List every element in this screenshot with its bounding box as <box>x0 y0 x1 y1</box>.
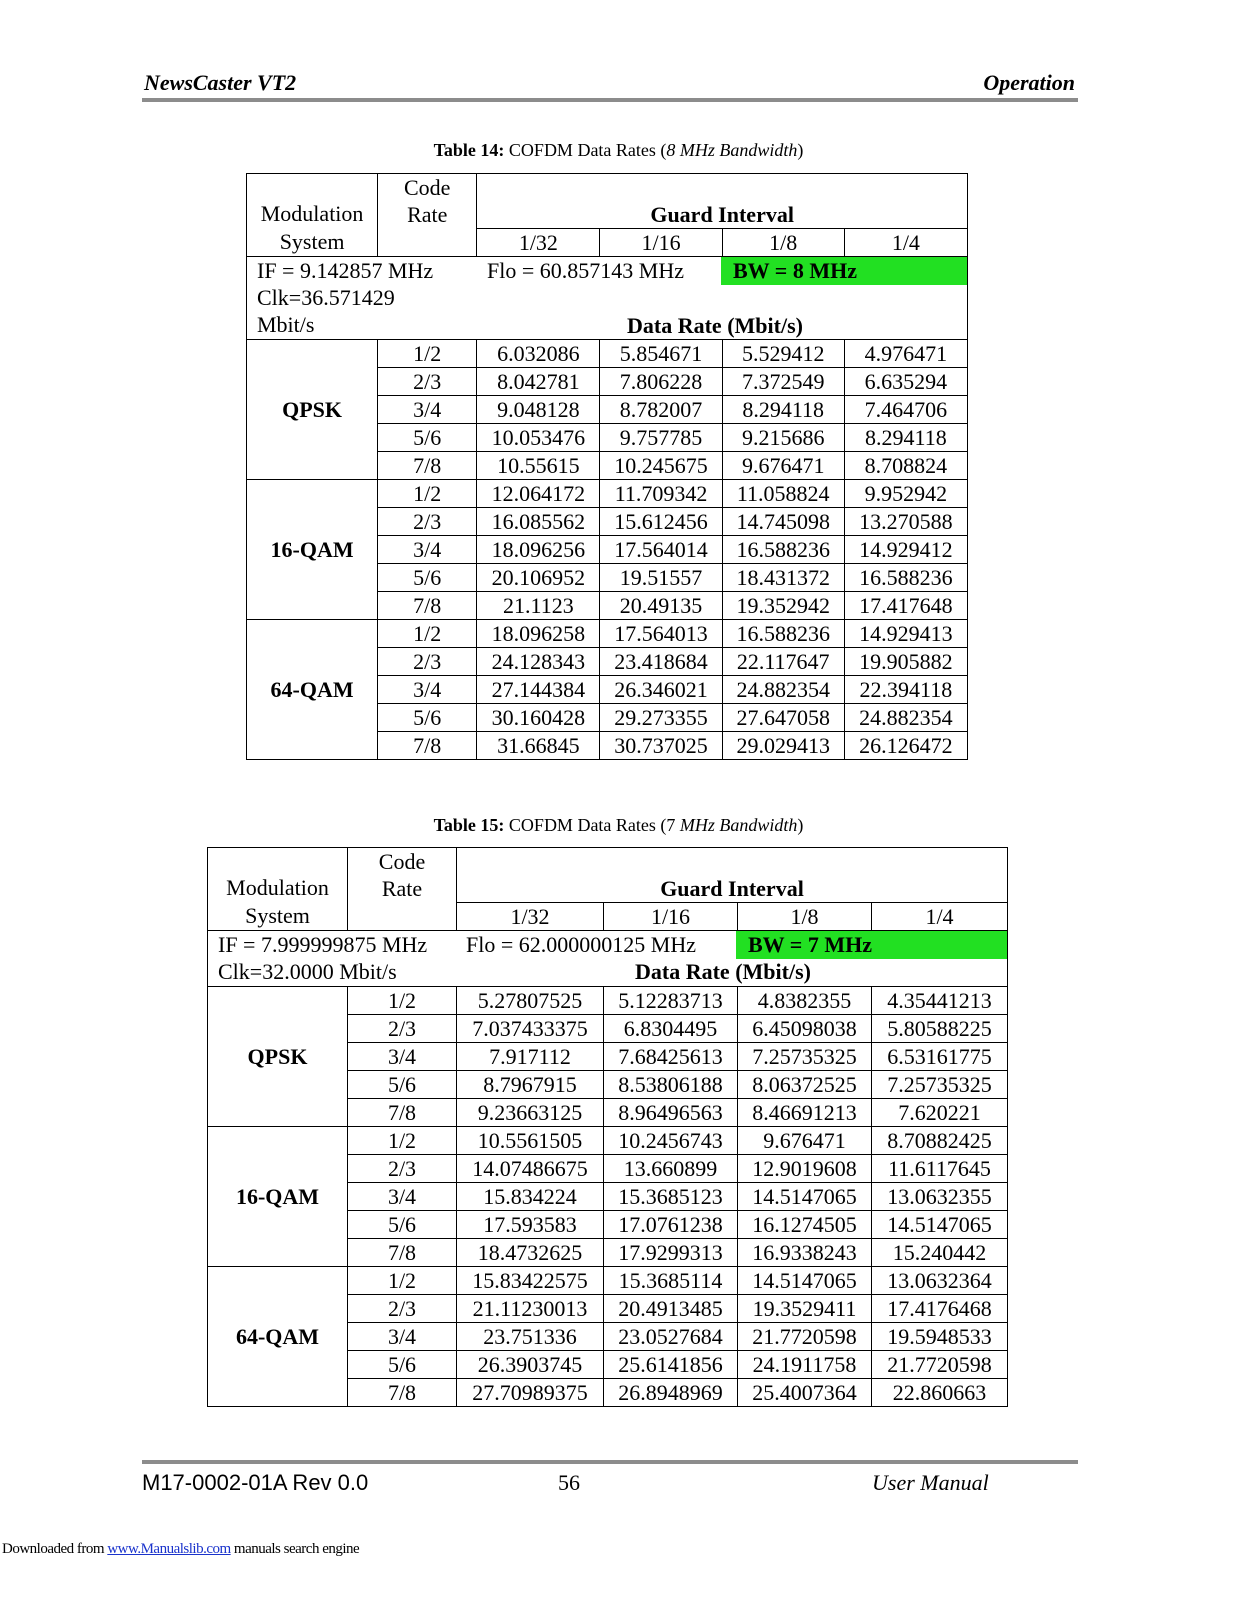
modulation-name: QPSK <box>247 340 378 480</box>
code-rate-cell: 3/4 <box>378 676 477 704</box>
data-rate-cell: 21.7720598 <box>872 1351 1008 1379</box>
data-rate-cell: 8.96496563 <box>604 1099 738 1127</box>
data-rate-cell: 15.3685123 <box>604 1183 738 1211</box>
data-rate-cell: 9.757785 <box>600 424 722 452</box>
data-rate-cell: 17.4176468 <box>872 1295 1008 1323</box>
data-rate-cell: 4.976471 <box>844 340 967 368</box>
table-row <box>247 480 968 508</box>
data-rate-cell: 21.7720598 <box>738 1323 872 1351</box>
table-row <box>208 1267 1008 1295</box>
data-rate-cell: 8.782007 <box>600 396 722 424</box>
data-rate-cell: 23.751336 <box>457 1323 604 1351</box>
document-type: User Manual <box>872 1470 989 1495</box>
data-rate-cell: 7.372549 <box>722 368 844 396</box>
data-rate-cell: 10.053476 <box>477 424 600 452</box>
data-rate-cell: 24.882354 <box>844 704 967 732</box>
data-rate-cell: 12.9019608 <box>738 1155 872 1183</box>
data-rate-cell: 30.737025 <box>600 732 722 760</box>
data-rate-title: Data Rate (Mbit/s) <box>627 313 803 338</box>
data-rate-cell: 5.27807525 <box>457 987 604 1015</box>
data-rate-cell: 7.806228 <box>600 368 722 396</box>
document-id: M17-0002-01A Rev 0.0 <box>142 1470 369 1495</box>
data-rate-cell: 26.346021 <box>600 676 722 704</box>
data-rate-cell: 14.5147065 <box>738 1183 872 1211</box>
data-rate-cell: 16.1274505 <box>738 1211 872 1239</box>
data-rate-cell: 17.564013 <box>600 620 722 648</box>
data-rate-cell: 17.564014 <box>600 536 722 564</box>
data-rate-cell: 21.11230013 <box>457 1295 604 1323</box>
data-rate-cell: 5.80588225 <box>872 1015 1008 1043</box>
data-rate-cell: 5.854671 <box>600 340 722 368</box>
data-rate-cell: 15.3685114 <box>604 1267 738 1295</box>
data-rate-cell: 19.5948533 <box>872 1323 1008 1351</box>
data-rate-cell: 4.8382355 <box>738 987 872 1015</box>
code-rate-cell: 5/6 <box>378 424 477 452</box>
data-rate-cell: 12.064172 <box>477 480 600 508</box>
data-rate-cell: 7.917112 <box>457 1043 604 1071</box>
data-rate-cell: 19.3529411 <box>738 1295 872 1323</box>
code-rate-cell: 5/6 <box>348 1071 457 1099</box>
data-rate-cell: 15.240442 <box>872 1239 1008 1267</box>
data-rate-cell: 9.215686 <box>722 424 844 452</box>
data-rate-cell: 10.5561505 <box>457 1127 604 1155</box>
interval-header: 1/32 <box>457 903 604 931</box>
data-rate-cell: 11.058824 <box>722 480 844 508</box>
data-rate-cell: 7.25735325 <box>738 1043 872 1071</box>
data-rate-cell: 24.128343 <box>477 648 600 676</box>
data-rate-cell: 20.4913485 <box>604 1295 738 1323</box>
data-rate-cell: 6.45098038 <box>738 1015 872 1043</box>
if-frequency: IF = 9.142857 MHz <box>257 258 434 283</box>
data-rate-cell: 6.8304495 <box>604 1015 738 1043</box>
data-rate-cell: 25.4007364 <box>738 1379 872 1407</box>
data-rate-cell: 9.048128 <box>477 396 600 424</box>
data-rate-cell: 16.9338243 <box>738 1239 872 1267</box>
clock-rate: Clk=32.0000 Mbit/s <box>218 959 397 984</box>
table-row <box>208 1127 1008 1155</box>
data-rate-cell: 26.3903745 <box>457 1351 604 1379</box>
data-rate-cell: 5.529412 <box>722 340 844 368</box>
code-rate-cell: 3/4 <box>378 396 477 424</box>
table-row <box>208 987 1008 1015</box>
table-14-caption: Table 14: COFDM Data Rates (8 MHz Bandwidth) <box>433 140 804 160</box>
data-rate-cell: 14.07486675 <box>457 1155 604 1183</box>
data-rate-cell: 17.9299313 <box>604 1239 738 1267</box>
data-rate-cell: 14.929412 <box>844 536 967 564</box>
table-15 <box>207 847 1008 1407</box>
download-note: Downloaded from www.Manualslib.com manuals search engine <box>2 1541 360 1557</box>
data-rate-cell: 8.06372525 <box>738 1071 872 1099</box>
data-rate-cell: 6.635294 <box>844 368 967 396</box>
data-rate-cell: 22.117647 <box>722 648 844 676</box>
code-rate-cell: 7/8 <box>378 732 477 760</box>
data-rate-cell: 19.51557 <box>600 564 722 592</box>
flo-frequency: Flo = 62.000000125 MHz <box>466 932 696 957</box>
manualslib-link[interactable]: www.Manualslib.com <box>107 1541 231 1557</box>
data-rate-cell: 18.431372 <box>722 564 844 592</box>
footer-rule <box>142 1460 1078 1464</box>
interval-header: 1/16 <box>604 903 738 931</box>
data-rate-cell: 25.6141856 <box>604 1351 738 1379</box>
data-rate-cell: 8.294118 <box>844 424 967 452</box>
code-rate-cell: 2/3 <box>348 1015 457 1043</box>
table-row <box>247 620 968 648</box>
data-rate-cell: 11.6117645 <box>872 1155 1008 1183</box>
data-rate-cell: 8.708824 <box>844 452 967 480</box>
bandwidth-badge: BW = 7 MHz <box>736 931 1008 959</box>
data-rate-cell: 22.860663 <box>872 1379 1008 1407</box>
data-rate-cell: 20.106952 <box>477 564 600 592</box>
table-15-params <box>208 931 1008 987</box>
table-14 <box>246 173 968 760</box>
data-rate-cell: 8.042781 <box>477 368 600 396</box>
data-rate-cell: 31.66845 <box>477 732 600 760</box>
code-rate-cell: 7/8 <box>348 1239 457 1267</box>
data-rate-cell: 10.2456743 <box>604 1127 738 1155</box>
data-rate-cell: 17.0761238 <box>604 1211 738 1239</box>
interval-header: 1/4 <box>872 903 1008 931</box>
data-rate-cell: 9.952942 <box>844 480 967 508</box>
code-rate-cell: 1/2 <box>378 480 477 508</box>
interval-header: 1/8 <box>722 229 844 257</box>
data-rate-cell: 16.085562 <box>477 508 600 536</box>
code-rate-cell: 2/3 <box>378 508 477 536</box>
data-rate-cell: 8.7967915 <box>457 1071 604 1099</box>
header-rule <box>142 98 1078 102</box>
code-rate-cell: 2/3 <box>378 368 477 396</box>
modulation-name: 64-QAM <box>247 620 378 760</box>
flo-frequency: Flo = 60.857143 MHz <box>487 258 684 283</box>
data-rate-cell: 18.096256 <box>477 536 600 564</box>
modulation-name: QPSK <box>208 987 348 1127</box>
data-rate-cell: 30.160428 <box>477 704 600 732</box>
code-rate-cell: 1/2 <box>348 987 457 1015</box>
data-rate-cell: 14.929413 <box>844 620 967 648</box>
data-rate-cell: 6.53161775 <box>872 1043 1008 1071</box>
data-rate-cell: 9.23663125 <box>457 1099 604 1127</box>
data-rate-cell: 15.612456 <box>600 508 722 536</box>
header-section: Operation <box>983 70 1075 95</box>
data-rate-cell: 23.0527684 <box>604 1323 738 1351</box>
data-rate-cell: 13.270588 <box>844 508 967 536</box>
data-rate-cell: 17.417648 <box>844 592 967 620</box>
code-rate-cell: 5/6 <box>378 564 477 592</box>
interval-header: 1/32 <box>477 229 600 257</box>
code-rate-cell: 3/4 <box>348 1043 457 1071</box>
guard-interval-header: Guard Interval <box>457 848 1008 903</box>
data-rate-title: Data Rate (Mbit/s) <box>635 959 811 984</box>
data-rate-cell: 7.25735325 <box>872 1071 1008 1099</box>
interval-header: 1/8 <box>738 903 872 931</box>
code-rate-cell: 7/8 <box>348 1379 457 1407</box>
modulation-name: 16-QAM <box>247 480 378 620</box>
code-rate-cell: 5/6 <box>348 1351 457 1379</box>
data-rate-cell: 8.53806188 <box>604 1071 738 1099</box>
data-rate-cell: 27.144384 <box>477 676 600 704</box>
data-rate-cell: 17.593583 <box>457 1211 604 1239</box>
table-15-caption: Table 15: COFDM Data Rates (7 MHz Bandwidth) <box>433 815 804 835</box>
data-rate-cell: 19.352942 <box>722 592 844 620</box>
data-rate-cell: 6.032086 <box>477 340 600 368</box>
code-rate-cell: 3/4 <box>348 1323 457 1351</box>
if-frequency: IF = 7.999999875 MHz <box>218 932 428 957</box>
code-rate-cell: 3/4 <box>348 1183 457 1211</box>
modulation-name: 64-QAM <box>208 1267 348 1407</box>
code-rate-cell: 1/2 <box>348 1267 457 1295</box>
data-rate-cell: 16.588236 <box>844 564 967 592</box>
interval-header: 1/4 <box>844 229 967 257</box>
data-rate-cell: 7.620221 <box>872 1099 1008 1127</box>
code-rate-cell: 1/2 <box>378 620 477 648</box>
data-rate-cell: 5.12283713 <box>604 987 738 1015</box>
data-rate-cell: 10.245675 <box>600 452 722 480</box>
code-rate-cell: 1/2 <box>348 1127 457 1155</box>
modulation-name: 16-QAM <box>208 1127 348 1267</box>
data-rate-cell: 18.096258 <box>477 620 600 648</box>
guard-interval-header: Guard Interval <box>477 174 968 229</box>
bandwidth-badge: BW = 8 MHz <box>721 257 968 285</box>
data-rate-cell: 23.418684 <box>600 648 722 676</box>
data-rate-cell: 29.273355 <box>600 704 722 732</box>
data-rate-cell: 19.905882 <box>844 648 967 676</box>
data-rate-cell: 11.709342 <box>600 480 722 508</box>
data-rate-cell: 26.126472 <box>844 732 967 760</box>
data-rate-cell: 24.882354 <box>722 676 844 704</box>
data-rate-cell: 27.70989375 <box>457 1379 604 1407</box>
data-rate-cell: 18.4732625 <box>457 1239 604 1267</box>
code-rate-cell: 7/8 <box>378 592 477 620</box>
data-rate-cell: 22.394118 <box>844 676 967 704</box>
interval-header: 1/16 <box>600 229 722 257</box>
data-rate-cell: 29.029413 <box>722 732 844 760</box>
table-14-params <box>247 257 968 340</box>
code-rate-cell: 2/3 <box>348 1295 457 1323</box>
data-rate-cell: 13.0632364 <box>872 1267 1008 1295</box>
data-rate-cell: 7.037433375 <box>457 1015 604 1043</box>
data-rate-cell: 13.0632355 <box>872 1183 1008 1211</box>
code-rate-cell: 2/3 <box>348 1155 457 1183</box>
code-rate-cell: 1/2 <box>378 340 477 368</box>
data-rate-cell: 14.5147065 <box>738 1267 872 1295</box>
clock-rate: Clk=36.571429 <box>257 285 395 310</box>
data-rate-cell: 7.464706 <box>844 396 967 424</box>
modulation-system-header: Modulation System <box>208 848 348 931</box>
header-title: NewsCaster VT2 <box>144 70 297 95</box>
data-rate-cell: 9.676471 <box>738 1127 872 1155</box>
page-number: 56 <box>558 1470 580 1495</box>
data-rate-cell: 24.1911758 <box>738 1351 872 1379</box>
data-rate-cell: 14.5147065 <box>872 1211 1008 1239</box>
data-rate-cell: 13.660899 <box>604 1155 738 1183</box>
code-rate-cell: 5/6 <box>378 704 477 732</box>
code-rate-header: Code Rate <box>378 174 477 257</box>
data-rate-cell: 10.55615 <box>477 452 600 480</box>
data-rate-cell: 9.676471 <box>722 452 844 480</box>
code-rate-cell: 7/8 <box>378 452 477 480</box>
code-rate-cell: 5/6 <box>348 1211 457 1239</box>
code-rate-cell: 7/8 <box>348 1099 457 1127</box>
data-rate-cell: 21.1123 <box>477 592 600 620</box>
data-rate-cell: 8.294118 <box>722 396 844 424</box>
code-rate-cell: 2/3 <box>378 648 477 676</box>
data-rate-cell: 4.35441213 <box>872 987 1008 1015</box>
code-rate-header: Code Rate <box>348 848 457 931</box>
data-rate-cell: 20.49135 <box>600 592 722 620</box>
data-rate-cell: 15.83422575 <box>457 1267 604 1295</box>
data-rate-cell: 27.647058 <box>722 704 844 732</box>
data-rate-cell: 7.68425613 <box>604 1043 738 1071</box>
data-rate-cell: 14.745098 <box>722 508 844 536</box>
data-rate-cell: 26.8948969 <box>604 1379 738 1407</box>
data-rate-cell: 16.588236 <box>722 536 844 564</box>
code-rate-cell: 3/4 <box>378 536 477 564</box>
table-row <box>247 340 968 368</box>
clock-rate-unit: Mbit/s <box>257 312 315 337</box>
data-rate-cell: 15.834224 <box>457 1183 604 1211</box>
modulation-system-header: Modulation System <box>247 174 378 257</box>
data-rate-cell: 16.588236 <box>722 620 844 648</box>
data-rate-cell: 8.70882425 <box>872 1127 1008 1155</box>
data-rate-cell: 8.46691213 <box>738 1099 872 1127</box>
